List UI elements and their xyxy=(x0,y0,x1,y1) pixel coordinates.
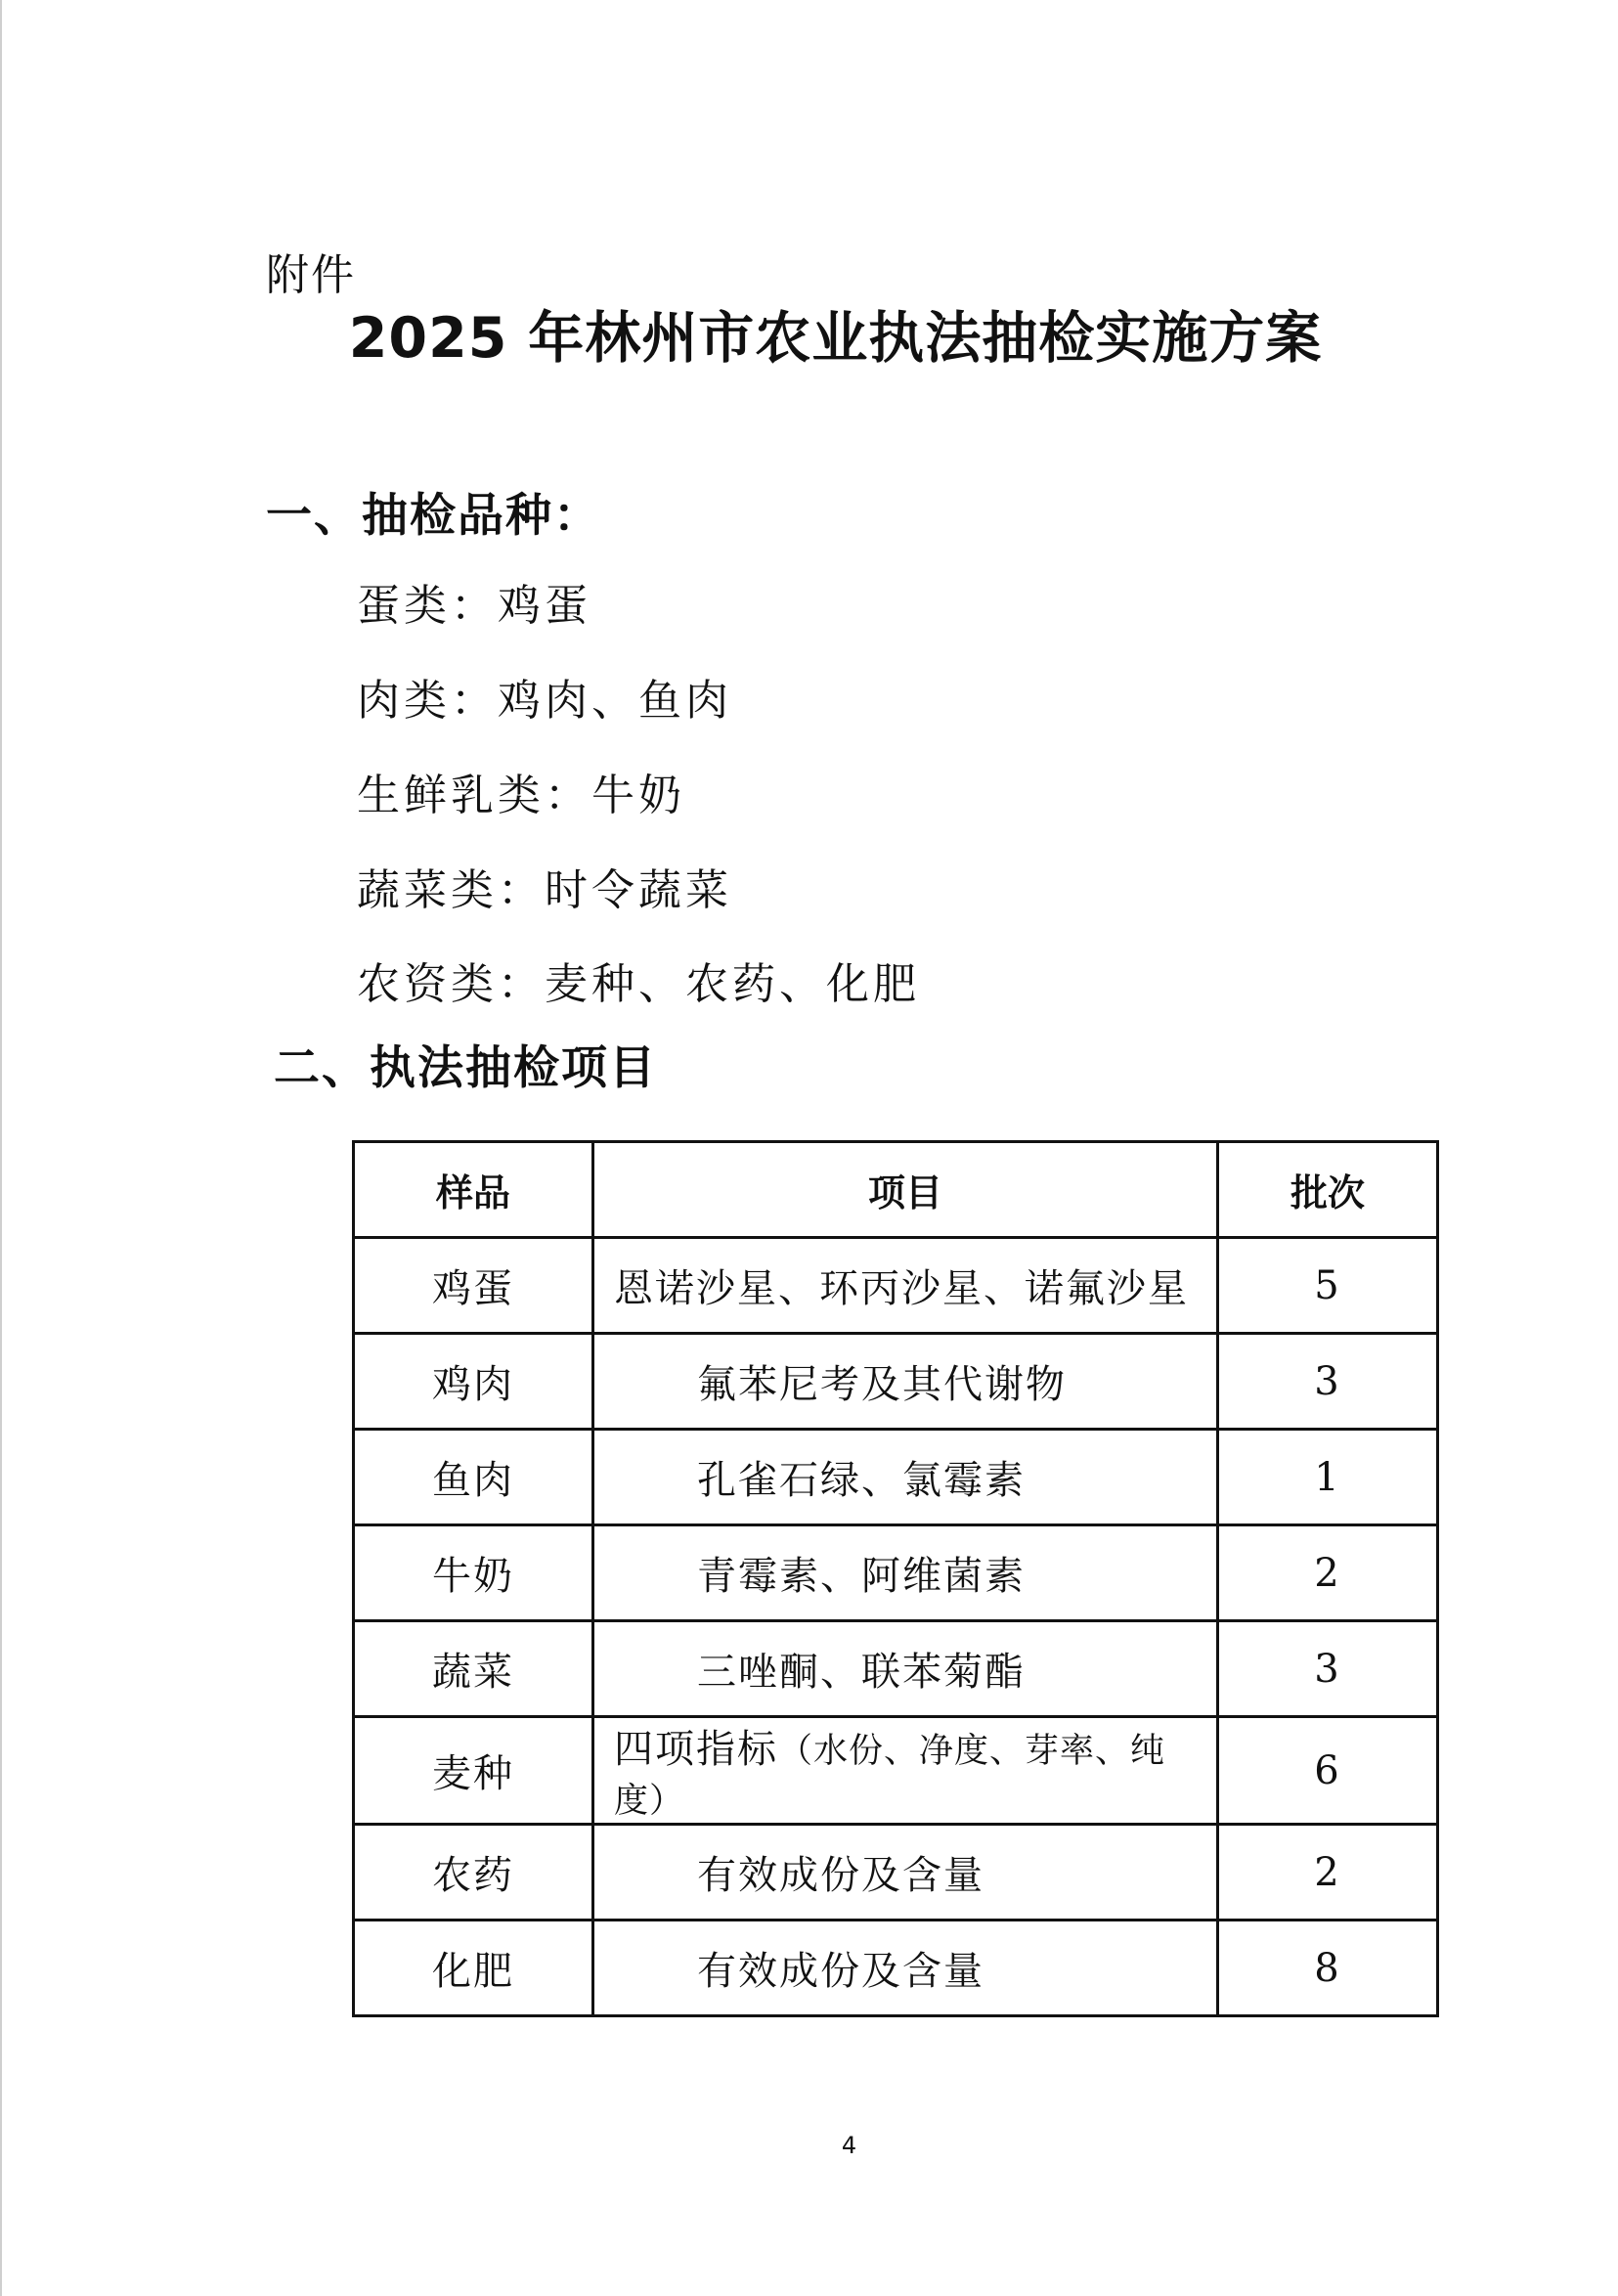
item-cell: 三唑酮、联苯菊酯 xyxy=(593,1621,1218,1717)
inspection-table xyxy=(352,1140,1439,2017)
sample-cell: 化肥 xyxy=(354,1921,593,2016)
table-row xyxy=(354,1621,1438,1717)
batch-cell: 1 xyxy=(1218,1430,1438,1525)
sample-cell: 麦种 xyxy=(354,1717,593,1825)
batch-cell: 3 xyxy=(1218,1621,1438,1717)
item-cell: 有效成份及含量 xyxy=(593,1825,1218,1921)
variety-line-meat: 肉类：鸡肉、鱼肉 xyxy=(357,676,732,726)
header-batch: 批次 xyxy=(1218,1142,1438,1238)
document-title: 2025 年林州市农业执法抽检实施方案 xyxy=(348,306,1323,371)
variety-line-agri-inputs: 农资类：麦种、农药、化肥 xyxy=(357,959,920,1009)
item-cell xyxy=(593,1717,1218,1825)
section-heading-inspection-items: 二、执法抽检项目 xyxy=(274,1041,657,1095)
sample-cell: 鸡蛋 xyxy=(354,1238,593,1334)
table-row xyxy=(354,1825,1438,1921)
batch-cell: 8 xyxy=(1218,1921,1438,2016)
table-row xyxy=(354,1525,1438,1621)
sample-cell: 蔬菜 xyxy=(354,1621,593,1717)
variety-line-vegetables: 蔬菜类：时令蔬菜 xyxy=(357,865,732,915)
batch-cell: 3 xyxy=(1218,1334,1438,1430)
batch-cell: 5 xyxy=(1218,1238,1438,1334)
item-text: 四项指标 xyxy=(614,1727,778,1772)
table-row xyxy=(354,1717,1438,1825)
table-row xyxy=(354,1334,1438,1430)
batch-cell: 2 xyxy=(1218,1525,1438,1621)
section-heading-varieties: 一、抽检品种： xyxy=(266,489,601,543)
item-cell: 有效成份及含量 xyxy=(593,1921,1218,2016)
batch-cell: 6 xyxy=(1218,1717,1438,1825)
item-detail-text: （水份、净度、芽率、纯度） xyxy=(614,1732,1166,1821)
batch-cell: 2 xyxy=(1218,1825,1438,1921)
item-cell: 孔雀石绿、氯霉素 xyxy=(593,1430,1218,1525)
header-item: 项目 xyxy=(593,1142,1218,1238)
sample-cell: 鸡肉 xyxy=(354,1334,593,1430)
sample-cell: 农药 xyxy=(354,1825,593,1921)
variety-line-dairy: 生鲜乳类：牛奶 xyxy=(357,771,685,820)
table-row xyxy=(354,1430,1438,1525)
table-row xyxy=(354,1921,1438,2016)
item-cell: 氟苯尼考及其代谢物 xyxy=(593,1334,1218,1430)
table-row xyxy=(354,1238,1438,1334)
header-sample: 样品 xyxy=(354,1142,593,1238)
variety-line-eggs: 蛋类：鸡蛋 xyxy=(357,581,591,631)
sample-cell: 鱼肉 xyxy=(354,1430,593,1525)
attachment-label: 附件 xyxy=(266,250,356,300)
table-header-row xyxy=(354,1142,1438,1238)
item-cell: 恩诺沙星、环丙沙星、诺氟沙星 xyxy=(593,1238,1218,1334)
page-number: 4 xyxy=(841,2132,857,2159)
sample-cell: 牛奶 xyxy=(354,1525,593,1621)
item-cell: 青霉素、阿维菌素 xyxy=(593,1525,1218,1621)
